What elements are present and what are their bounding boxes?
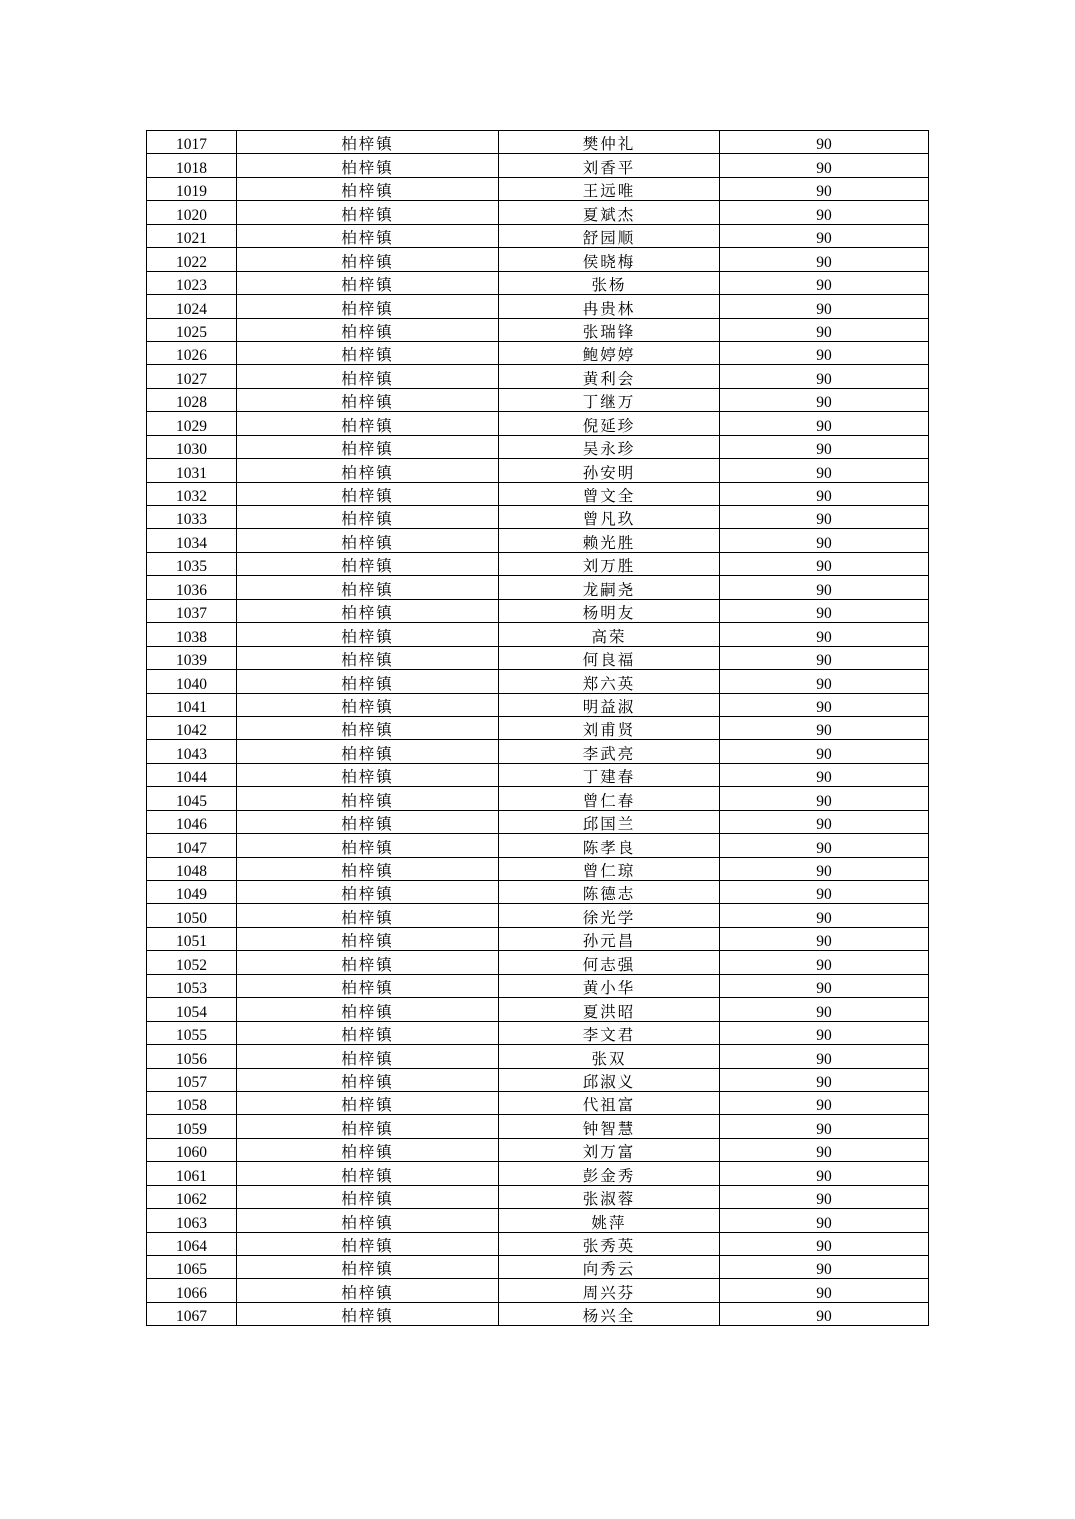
amount-cell: 90 (720, 646, 929, 669)
town-cell: 柏梓镇 (237, 693, 499, 716)
row-number-cell: 1035 (147, 552, 237, 575)
amount-cell: 90 (720, 154, 929, 177)
person-name-cell: 黄小华 (499, 974, 720, 997)
amount-cell: 90 (720, 599, 929, 622)
amount-cell: 90 (720, 552, 929, 575)
table-row (147, 1185, 929, 1208)
amount-cell: 90 (720, 459, 929, 482)
amount-cell: 90 (720, 365, 929, 388)
person-name-cell: 郑六英 (499, 670, 720, 693)
table-row (147, 271, 929, 294)
table-row (147, 763, 929, 786)
town-cell: 柏梓镇 (237, 881, 499, 904)
person-name-cell: 邱国兰 (499, 810, 720, 833)
table-row (147, 599, 929, 622)
table-row (147, 1279, 929, 1302)
amount-cell: 90 (720, 1162, 929, 1185)
amount-cell: 90 (720, 693, 929, 716)
person-name-cell: 曾凡玖 (499, 506, 720, 529)
row-number-cell: 1067 (147, 1302, 237, 1325)
person-name-cell: 李文君 (499, 1021, 720, 1044)
person-name-cell: 高荣 (499, 623, 720, 646)
table-row (147, 740, 929, 763)
amount-cell: 90 (720, 670, 929, 693)
town-cell: 柏梓镇 (237, 1162, 499, 1185)
table-row (147, 1115, 929, 1138)
amount-cell: 90 (720, 1068, 929, 1091)
amount-cell: 90 (720, 857, 929, 880)
table-row (147, 716, 929, 739)
amount-cell: 90 (720, 623, 929, 646)
amount-cell: 90 (720, 881, 929, 904)
town-cell: 柏梓镇 (237, 177, 499, 200)
row-number-cell: 1019 (147, 177, 237, 200)
town-cell: 柏梓镇 (237, 670, 499, 693)
amount-cell: 90 (720, 834, 929, 857)
amount-cell: 90 (720, 271, 929, 294)
row-number-cell: 1025 (147, 318, 237, 341)
table-row (147, 834, 929, 857)
person-name-cell: 张秀英 (499, 1232, 720, 1255)
table-row (147, 482, 929, 505)
amount-cell: 90 (720, 482, 929, 505)
person-name-cell: 张双 (499, 1045, 720, 1068)
table-row (147, 388, 929, 411)
person-name-cell: 夏斌杰 (499, 201, 720, 224)
row-number-cell: 1054 (147, 998, 237, 1021)
row-number-cell: 1020 (147, 201, 237, 224)
person-name-cell: 刘香平 (499, 154, 720, 177)
table-row (147, 927, 929, 950)
amount-cell: 90 (720, 974, 929, 997)
table-row (147, 1045, 929, 1068)
table-row (147, 1068, 929, 1091)
row-number-cell: 1049 (147, 881, 237, 904)
row-number-cell: 1030 (147, 435, 237, 458)
amount-cell: 90 (720, 927, 929, 950)
table-row (147, 365, 929, 388)
table-row (147, 576, 929, 599)
amount-cell: 90 (720, 529, 929, 552)
row-number-cell: 1034 (147, 529, 237, 552)
row-number-cell: 1036 (147, 576, 237, 599)
subsidy-roster-table (146, 130, 929, 1326)
amount-cell: 90 (720, 998, 929, 1021)
town-cell: 柏梓镇 (237, 154, 499, 177)
town-cell: 柏梓镇 (237, 295, 499, 318)
amount-cell: 90 (720, 1209, 929, 1232)
town-cell: 柏梓镇 (237, 506, 499, 529)
person-name-cell: 丁建春 (499, 763, 720, 786)
town-cell: 柏梓镇 (237, 1232, 499, 1255)
person-name-cell: 徐光学 (499, 904, 720, 927)
amount-cell: 90 (720, 201, 929, 224)
person-name-cell: 倪延珍 (499, 412, 720, 435)
town-cell: 柏梓镇 (237, 740, 499, 763)
town-cell: 柏梓镇 (237, 1068, 499, 1091)
town-cell: 柏梓镇 (237, 224, 499, 247)
town-cell: 柏梓镇 (237, 787, 499, 810)
person-name-cell: 李武亮 (499, 740, 720, 763)
amount-cell: 90 (720, 1021, 929, 1044)
amount-cell: 90 (720, 1115, 929, 1138)
amount-cell: 90 (720, 763, 929, 786)
person-name-cell: 樊仲礼 (499, 131, 720, 154)
table-row (147, 1302, 929, 1325)
town-cell: 柏梓镇 (237, 1045, 499, 1068)
town-cell: 柏梓镇 (237, 271, 499, 294)
town-cell: 柏梓镇 (237, 1256, 499, 1279)
table-row (147, 177, 929, 200)
amount-cell: 90 (720, 576, 929, 599)
roster-body (147, 131, 929, 1326)
amount-cell: 90 (720, 506, 929, 529)
row-number-cell: 1063 (147, 1209, 237, 1232)
person-name-cell: 杨兴全 (499, 1302, 720, 1325)
row-number-cell: 1041 (147, 693, 237, 716)
table-row (147, 1232, 929, 1255)
person-name-cell: 王远唯 (499, 177, 720, 200)
amount-cell: 90 (720, 224, 929, 247)
person-name-cell: 陈孝良 (499, 834, 720, 857)
person-name-cell: 吴永珍 (499, 435, 720, 458)
town-cell: 柏梓镇 (237, 998, 499, 1021)
amount-cell: 90 (720, 1138, 929, 1161)
town-cell: 柏梓镇 (237, 412, 499, 435)
town-cell: 柏梓镇 (237, 646, 499, 669)
row-number-cell: 1022 (147, 248, 237, 271)
row-number-cell: 1026 (147, 341, 237, 364)
table-row (147, 646, 929, 669)
table-row (147, 623, 929, 646)
amount-cell: 90 (720, 1185, 929, 1208)
amount-cell: 90 (720, 318, 929, 341)
table-row (147, 857, 929, 880)
town-cell: 柏梓镇 (237, 365, 499, 388)
town-cell: 柏梓镇 (237, 482, 499, 505)
person-name-cell: 何志强 (499, 951, 720, 974)
row-number-cell: 1058 (147, 1091, 237, 1114)
row-number-cell: 1065 (147, 1256, 237, 1279)
table-row (147, 295, 929, 318)
amount-cell: 90 (720, 1279, 929, 1302)
table-row (147, 670, 929, 693)
amount-cell: 90 (720, 740, 929, 763)
person-name-cell: 舒园顺 (499, 224, 720, 247)
town-cell: 柏梓镇 (237, 529, 499, 552)
table-row (147, 881, 929, 904)
table-row (147, 810, 929, 833)
row-number-cell: 1039 (147, 646, 237, 669)
row-number-cell: 1027 (147, 365, 237, 388)
table-row (147, 1256, 929, 1279)
person-name-cell: 张淑蓉 (499, 1185, 720, 1208)
town-cell: 柏梓镇 (237, 1091, 499, 1114)
row-number-cell: 1037 (147, 599, 237, 622)
table-row (147, 459, 929, 482)
table-row (147, 506, 929, 529)
person-name-cell: 曾文全 (499, 482, 720, 505)
row-number-cell: 1061 (147, 1162, 237, 1185)
person-name-cell: 刘甫贤 (499, 716, 720, 739)
person-name-cell: 黄利会 (499, 365, 720, 388)
town-cell: 柏梓镇 (237, 857, 499, 880)
amount-cell: 90 (720, 1232, 929, 1255)
row-number-cell: 1029 (147, 412, 237, 435)
table-row (147, 412, 929, 435)
row-number-cell: 1066 (147, 1279, 237, 1302)
row-number-cell: 1024 (147, 295, 237, 318)
row-number-cell: 1044 (147, 763, 237, 786)
table-row (147, 529, 929, 552)
row-number-cell: 1043 (147, 740, 237, 763)
person-name-cell: 张瑞锋 (499, 318, 720, 341)
town-cell: 柏梓镇 (237, 1138, 499, 1161)
person-name-cell: 刘万胜 (499, 552, 720, 575)
amount-cell: 90 (720, 951, 929, 974)
town-cell: 柏梓镇 (237, 1021, 499, 1044)
row-number-cell: 1059 (147, 1115, 237, 1138)
table-row (147, 224, 929, 247)
row-number-cell: 1021 (147, 224, 237, 247)
row-number-cell: 1018 (147, 154, 237, 177)
person-name-cell: 孙元昌 (499, 927, 720, 950)
table-row (147, 787, 929, 810)
person-name-cell: 周兴芬 (499, 1279, 720, 1302)
person-name-cell: 孙安明 (499, 459, 720, 482)
row-number-cell: 1046 (147, 810, 237, 833)
amount-cell: 90 (720, 341, 929, 364)
town-cell: 柏梓镇 (237, 318, 499, 341)
table-row (147, 1091, 929, 1114)
row-number-cell: 1051 (147, 927, 237, 950)
town-cell: 柏梓镇 (237, 131, 499, 154)
amount-cell: 90 (720, 435, 929, 458)
table-row (147, 974, 929, 997)
row-number-cell: 1064 (147, 1232, 237, 1255)
town-cell: 柏梓镇 (237, 834, 499, 857)
town-cell: 柏梓镇 (237, 435, 499, 458)
person-name-cell: 向秀云 (499, 1256, 720, 1279)
amount-cell: 90 (720, 248, 929, 271)
row-number-cell: 1040 (147, 670, 237, 693)
town-cell: 柏梓镇 (237, 974, 499, 997)
town-cell: 柏梓镇 (237, 810, 499, 833)
row-number-cell: 1047 (147, 834, 237, 857)
row-number-cell: 1031 (147, 459, 237, 482)
person-name-cell: 张杨 (499, 271, 720, 294)
amount-cell: 90 (720, 177, 929, 200)
town-cell: 柏梓镇 (237, 1115, 499, 1138)
town-cell: 柏梓镇 (237, 248, 499, 271)
table-row (147, 998, 929, 1021)
table-row (147, 154, 929, 177)
table-row (147, 248, 929, 271)
person-name-cell: 明益淑 (499, 693, 720, 716)
person-name-cell: 侯晓梅 (499, 248, 720, 271)
town-cell: 柏梓镇 (237, 1185, 499, 1208)
person-name-cell: 代祖富 (499, 1091, 720, 1114)
row-number-cell: 1032 (147, 482, 237, 505)
amount-cell: 90 (720, 904, 929, 927)
table-row (147, 131, 929, 154)
amount-cell: 90 (720, 412, 929, 435)
town-cell: 柏梓镇 (237, 576, 499, 599)
table-row (147, 1209, 929, 1232)
person-name-cell: 刘万富 (499, 1138, 720, 1161)
town-cell: 柏梓镇 (237, 904, 499, 927)
table-row (147, 341, 929, 364)
table-row (147, 201, 929, 224)
town-cell: 柏梓镇 (237, 623, 499, 646)
amount-cell: 90 (720, 1302, 929, 1325)
town-cell: 柏梓镇 (237, 716, 499, 739)
table-row (147, 318, 929, 341)
person-name-cell: 赖光胜 (499, 529, 720, 552)
row-number-cell: 1050 (147, 904, 237, 927)
town-cell: 柏梓镇 (237, 1209, 499, 1232)
row-number-cell: 1060 (147, 1138, 237, 1161)
table-row (147, 1138, 929, 1161)
town-cell: 柏梓镇 (237, 1279, 499, 1302)
person-name-cell: 冉贵林 (499, 295, 720, 318)
row-number-cell: 1042 (147, 716, 237, 739)
town-cell: 柏梓镇 (237, 599, 499, 622)
person-name-cell: 龙嗣尧 (499, 576, 720, 599)
town-cell: 柏梓镇 (237, 459, 499, 482)
row-number-cell: 1048 (147, 857, 237, 880)
row-number-cell: 1017 (147, 131, 237, 154)
person-name-cell: 陈德志 (499, 881, 720, 904)
table-row (147, 552, 929, 575)
person-name-cell: 钟智慧 (499, 1115, 720, 1138)
town-cell: 柏梓镇 (237, 201, 499, 224)
town-cell: 柏梓镇 (237, 1302, 499, 1325)
person-name-cell: 邱淑义 (499, 1068, 720, 1091)
row-number-cell: 1057 (147, 1068, 237, 1091)
person-name-cell: 曾仁琼 (499, 857, 720, 880)
amount-cell: 90 (720, 1045, 929, 1068)
town-cell: 柏梓镇 (237, 763, 499, 786)
table-row (147, 904, 929, 927)
row-number-cell: 1052 (147, 951, 237, 974)
amount-cell: 90 (720, 787, 929, 810)
table-row (147, 951, 929, 974)
town-cell: 柏梓镇 (237, 388, 499, 411)
row-number-cell: 1053 (147, 974, 237, 997)
row-number-cell: 1038 (147, 623, 237, 646)
table-row (147, 1021, 929, 1044)
amount-cell: 90 (720, 1091, 929, 1114)
amount-cell: 90 (720, 131, 929, 154)
table-row (147, 693, 929, 716)
town-cell: 柏梓镇 (237, 927, 499, 950)
row-number-cell: 1055 (147, 1021, 237, 1044)
town-cell: 柏梓镇 (237, 341, 499, 364)
table-row (147, 435, 929, 458)
person-name-cell: 夏洪昭 (499, 998, 720, 1021)
person-name-cell: 姚萍 (499, 1209, 720, 1232)
row-number-cell: 1056 (147, 1045, 237, 1068)
town-cell: 柏梓镇 (237, 552, 499, 575)
person-name-cell: 鲍婷婷 (499, 341, 720, 364)
person-name-cell: 杨明友 (499, 599, 720, 622)
person-name-cell: 彭金秀 (499, 1162, 720, 1185)
row-number-cell: 1023 (147, 271, 237, 294)
amount-cell: 90 (720, 1256, 929, 1279)
amount-cell: 90 (720, 388, 929, 411)
row-number-cell: 1033 (147, 506, 237, 529)
person-name-cell: 丁继万 (499, 388, 720, 411)
row-number-cell: 1062 (147, 1185, 237, 1208)
person-name-cell: 曾仁春 (499, 787, 720, 810)
town-cell: 柏梓镇 (237, 951, 499, 974)
row-number-cell: 1028 (147, 388, 237, 411)
row-number-cell: 1045 (147, 787, 237, 810)
amount-cell: 90 (720, 716, 929, 739)
amount-cell: 90 (720, 295, 929, 318)
table-row (147, 1162, 929, 1185)
person-name-cell: 何良福 (499, 646, 720, 669)
amount-cell: 90 (720, 810, 929, 833)
